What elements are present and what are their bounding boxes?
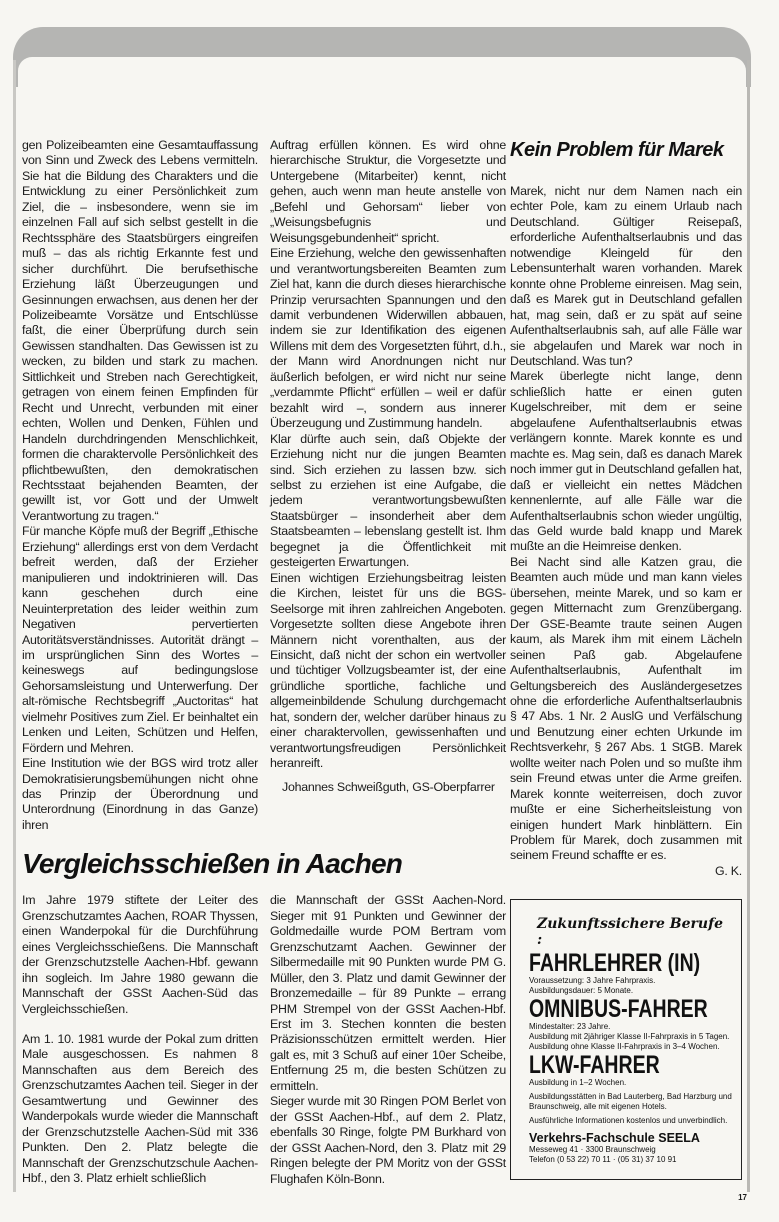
ad-school-name: Verkehrs-Fachschule SEELA (529, 1131, 700, 1146)
aachen-column-1 (22, 893, 258, 1186)
left-block (22, 138, 506, 1187)
paragraph: Eine Institution wie der BGS wird trotz aller Demokratisierungsbemühungen nicht ohne das Prinzip der Überordnung und Unterordnung (Einordnung in das Ganze) ihren (22, 756, 258, 832)
ad-address: Messeweg 41 · 3300 Braunschweig (529, 1145, 656, 1155)
headline-marek: Kein Problem für Marek (510, 139, 724, 161)
page-frame-left (13, 60, 16, 1192)
right-block (510, 138, 742, 1180)
paragraph: Marek überlegte nicht lange, denn schließlich hatte er einen guten Kugelschreiber, mit dem er seine abgelaufene Aufenthaltserlaubnis etwas verlängern konnte. Marek konnte es und machte es. Mag sein, daß es danach Marek noch immer gut in Deutschland gefallen hat, daß er vielleicht ein nettes Mädchen kennenlernte, auf alle Fälle war die Aufenthaltserlaubnis schon wieder ungültig, das Geld wurde bald knapp und Marek mußte an die Heimreise denken. (510, 369, 742, 554)
ad-tagline: Zukunftssichere Berufe : (537, 916, 724, 949)
article-aachen (22, 881, 506, 1187)
page-content (22, 0, 742, 1187)
article-ethics (22, 138, 506, 833)
ad-detail: Mindestalter: 23 Jahre. (529, 1022, 611, 1032)
ad-job-fahrlehrer: FAHRLEHRER (IN) (529, 949, 701, 978)
paragraph: Auftrag erfüllen können. Es wird ohne hierarchische Struktur, die Vorgesetzte und Untergebene (Mitarbeiter) kennt, nicht gehen, auch wenn man heute anstelle von „Befehl und Gehorsam“ lieber von „Weisungsbefugnis und Weisungsgebundenheit“ spricht. (270, 138, 506, 245)
advertisement-box (510, 899, 742, 1180)
paragraph: Eine Erziehung, welche den gewissenhaften und verantwortungsbereiten Beamten zum Ziel hat, kann die durch dieses hierarchische Prinzip verursachten Spannungen und den damit verbundenen Widerwillen abbauen, indem sie zur Identifikation des eigenen Willens mit dem des Vorgesetzten führt, d.h., der Mann wird Anordnungen nicht nur äußerlich befolgen, er wird nicht nur seine „verdammte Pflicht“ erfüllen – weil er dafür bezahlt wird –, sondern aus innerer Überzeugung und Zustimmung handeln. (270, 246, 506, 431)
article-column-2 (270, 138, 506, 795)
ad-phone: Telefon (0 53 22) 70 11 · (05 31) 37 10 91 (529, 1155, 677, 1165)
paragraph: Am 1. 10. 1981 wurde der Pokal zum dritten Male ausgeschossen. Es nahmen 8 Mannschaften aus dem Bereich des Grenzschutzamtes Aachen teil. Sieger in der Gesamtwertung und Gewinner des Wanderpokals wurde wieder die Mannschaft der Grenzschutzstelle Aachen-Süd mit 336 Punkten. Den 2. Platz belegte die Mannschaft der Grenzschutzschule Aachen-Hbf., den 3. Platz erhielt schließlich (22, 1032, 258, 1186)
paragraph: die Mannschaft der GSSt Aachen-Nord. Sieger mit 91 Punkten und Gewinner der Goldmedaille wurde POM Bertram vom Grenzschutzamt Aachen. Gewinner der Silbermedaille mit 90 Punkten wurde PM G. Müller, den 3. Platz und damit Gewinner der Bronzemedaille – für 89 Punkte – errang PHM Strempel von der GSSt Aachen-Hbf. Erst im 3. Stechen konnten die besten Präzisionsschützen ermittelt werden. Hier galt es, mit 3 Schuß auf einer 10er Scheibe, Entfernung 25 m, die besten Schützen zu ermitteln. (270, 893, 506, 1093)
ad-detail: Ausbildung mit 2jähriger Klasse II-Fahrpraxis in 5 Tagen. (529, 1032, 730, 1042)
aachen-column-2 (270, 893, 506, 1187)
paragraph: gen Polizeibeamten eine Gesamtauffassung von Sinn und Zweck des Lebens vermitteln. Sie hat die Bildung des Charakters und die Entwicklung zu einer Persönlichkeit zum Ziel, die – insbesondere, wenn sie im einzelnen Fall auf sich selbst gestellt in die Rechtssphäre des Staatsbürgers eingreifen muß – das als richtig Erkannte fest und sicher durchführt. Die berufsethische Erziehung läßt Überzeugungen und Gesinnungen erwachsen, aus denen her der Polizeibeamte Vorsätze und Entschlüsse faßt, die einer Überprüfung durch sein Gewissen standhalten. Das Gewissen ist zu wecken, zu bilden und stark zu machen. Sittlichkeit und Streben nach Gerechtigkeit, getragen von einem feinen Empfinden für Recht und Unrecht, verbunden mit einer echten, Wollen und Denken, Fühlen und Handeln durchdringenden Menschlichkeit, formen die charaktervolle Persönlichkeit des pflichtbewußten, den demokratischen Rechtsstaat bejahenden Beamten, der gewillt ist, vor Gott und der Umwelt Verantwortung zu tragen.“ (22, 138, 258, 523)
ad-job-omnibus: OMNIBUS-FAHRER (529, 995, 708, 1024)
ad-detail: Voraussetzung: 3 Jahre Fahrpraxis. (529, 976, 656, 986)
article-column-1 (22, 138, 258, 833)
paragraph: Für manche Köpfe muß der Begriff „Ethische Erziehung“ allerdings erst von dem Verdacht befreit werden, daß der Erzieher manipulieren und indoktrinieren will. Das kann geschehen durch eine Neuinterpretation des leider weithin zum Negativen pervertierten Autoritätsverständnisses. Autorität drängt – im ursprünglichen Sinn des Wortes – keineswegs auf bedingungslose Gehorsamsleistung und Unterwerfung. Der alt-römische Rechtsbegriff „Auctoritas“ hat vielmehr Positives zum Ziel. Er beinhaltet ein Lenken und Leiten, Schützen und Helfen, Fördern und Mehren. (22, 524, 258, 755)
paragraph: Einen wichtigen Erziehungsbeitrag leisten die Kirchen, leistet für uns die BGS-Seelsorge mit ihren zahlreichen Angeboten. Vorgesetzte sollten diese Angebote ihren Männern nicht vorenthalten, aus der Einsicht, daß nicht der schon ein wertvoller und tüchtiger Vollzugsbeamter ist, der eine gründliche sportliche, fachliche und allgemeinbildende Schulung durchgemacht hat, sondern der, welcher darüber hinaus zu einer charaktervollen, gewissenhaften und verantwortungsfreudigen Persönlichkeit heranreift. (270, 570, 506, 771)
ad-job-lkw: LKW-FAHRER (529, 1051, 660, 1080)
ad-detail: Ausbildung in 1–2 Wochen. (529, 1078, 627, 1088)
page-frame-right (747, 60, 750, 1192)
page-number: 17 (738, 1193, 747, 1202)
author-initials: G. K. (715, 863, 742, 878)
paragraph: Klar dürfte auch sein, daß Objekte der Erziehung nicht nur die jungen Beamten sind. Sich erziehen zu lassen bzw. sich selbst zu erziehen ist eine Aufgabe, die jedem verantwortungsbewußten Staatsbürger – insonderheit aber dem Staatsbeamten – lebenslang gestellt ist. Ihm begegnet ja die Öffentlichkeit mit gesteigerten Erwartungen. (270, 431, 506, 570)
headline-aachen: Vergleichsschießen in Aachen (22, 848, 403, 880)
ad-detail: Ausbildungsdauer: 5 Monate. (529, 986, 634, 996)
author-signature: Johannes Schweißguth, GS-Oberpfarrer (282, 779, 495, 794)
paragraph: Bei Nacht sind alle Katzen grau, die Beamten auch müde und man kann vieles übersehen, meinte Marek, und so kam er gegen Mitternacht zum Grenzübergang. Der GSE-Beamte traute seinen Augen kaum, als Marek ihm mit einem Lächeln seinen Paß gab. Abgelaufene Aufenthaltserlaubnis, Aufenthalt im Geltungsbereich des Ausländergesetzes ohne die erforderliche Aufenthaltserlaubnis § 47 Abs. 1 Nr. 2 AuslG und Verfälschung und Benutzung einer echten Urkunde im Rechtsverkehr, § 267 Abs. 1 StGB. Marek wollte weiter nach Polen und so mußte ihm sein Freund etwas unter die Arme greifen. Marek konnte weiterreisen, doch zuvor mußte er eine Sicherheitsleistung von einigen hundert Mark hinblättern. Ein Problem für Marek, doch zusammen mit seinem Freund schaffte er es. (510, 554, 742, 863)
paragraph: Sieger wurde mit 30 Ringen POM Berlet von der GSSt Aachen-Hbf., auf dem 2. Platz, ebenfalls 30 Ringe, folgte PM Burkhard von der GSSt Aachen-Nord, den 3. Platz mit 29 Ringen belegte der PM Moritz von der GSSt Flughafen Köln-Bonn. (270, 1094, 506, 1186)
ad-detail: Ausbildung ohne Klasse II-Fahrpraxis in 3–4 Wochen. (529, 1042, 720, 1052)
paragraph: Im Jahre 1979 stiftete der Leiter des Grenzschutzamtes Aachen, ROAR Thyssen, einen Wanderpokal für die Durchführung eines Vergleichsschießens. Die Mannschaft der Grenzschutzstelle Aachen-Hbf. gewann ihn sogleich. Im Jahre 1980 gewann die Mannschaft der GSSt Aachen-Süd das Vergleichsschießen. (22, 893, 258, 1016)
article-marek (510, 184, 742, 879)
ad-info: Ausführliche Informationen kostenlos und unverbindlich. (529, 1116, 728, 1126)
paragraph: Marek, nicht nur dem Namen nach ein echter Pole, kam zu einem Urlaub nach Deutschland. Gültiger Reisepaß, erforderliche Aufenthaltserlaubnis und das notwendige Kleingeld für den Lebensunterhalt waren vorhanden. Marek konnte ohne Probleme einreisen. Mag sein, daß es Marek gut in Deutschland gefallen hat, mag sein, daß er zu spät auf seine Aufenthaltserlaubnis sah, auf alle Fälle war sie abgelaufen und Marek war noch in Deutschland. Was tun? (510, 184, 742, 368)
ad-locations: Ausbildungsstätten in Bad Lauterberg, Bad Harzburg und Braunschweig, alle mit eigenen Hotels. (529, 1092, 732, 1112)
